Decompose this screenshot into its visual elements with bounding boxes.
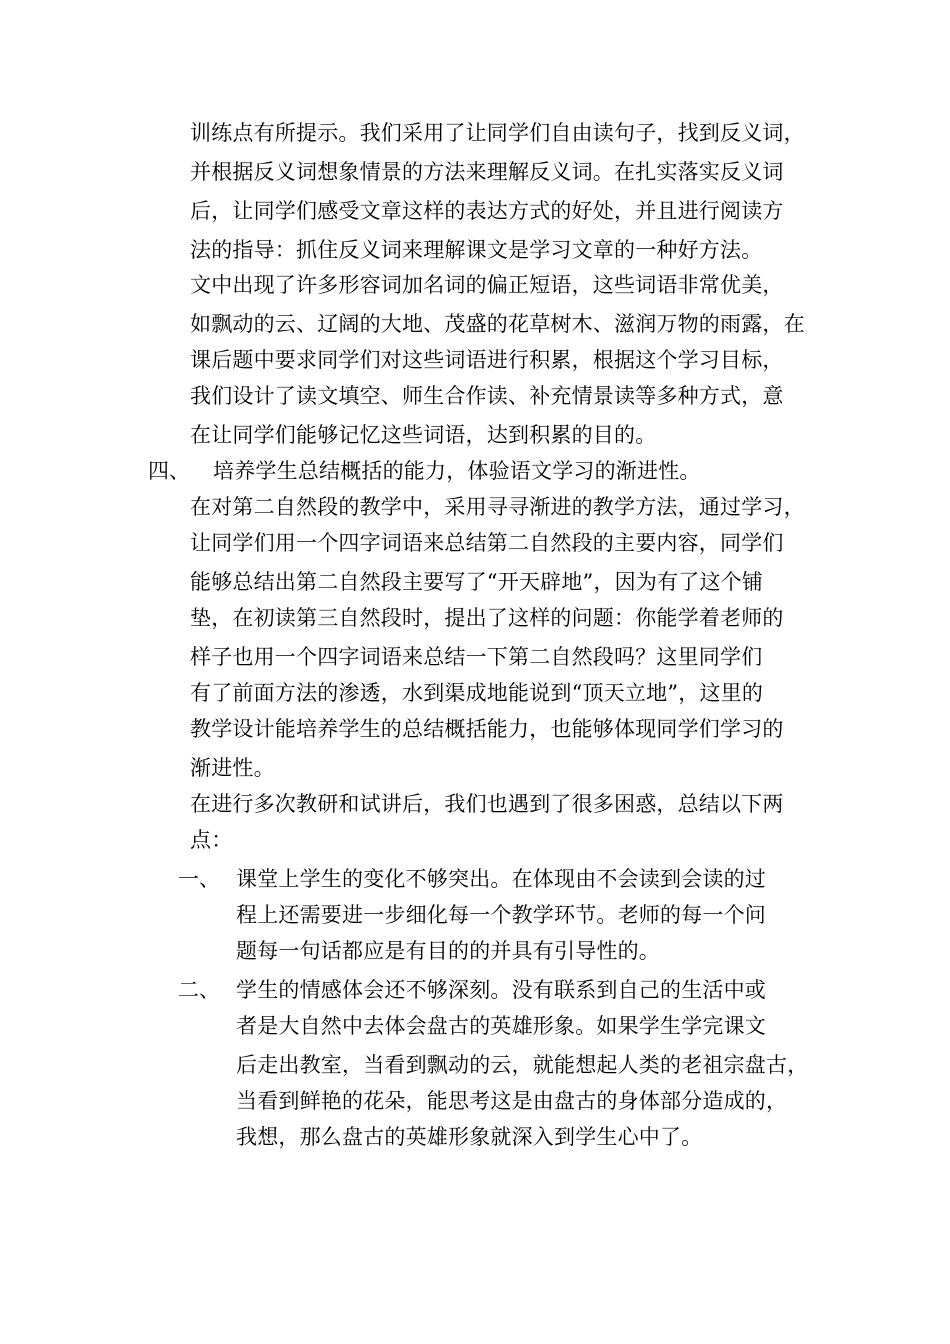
para1-line-4: 法的指导：抓住反义词来理解课文是学习文章的一种好方法。 bbox=[190, 238, 763, 262]
para3-line-7: 教学设计能培养学生的总结概括能力，也能够体现同学们学习的 bbox=[190, 717, 784, 741]
para3-line-6: 有了前面方法的渗透，水到渠成地能说到“顶天立地”，这里的 bbox=[190, 681, 764, 705]
para3-line-8: 渐进性。 bbox=[190, 756, 275, 780]
item1-line-3: 题每一句话都应是有目的的并具有引导性的。 bbox=[236, 939, 660, 963]
para2-line-2: 如飘动的云、辽阔的大地、茂盛的花草树木、滋润万物的雨露，在 bbox=[190, 312, 805, 336]
para2-line-1: 文中出现了许多形容词加名词的偏正短语，这些词语非常优美， bbox=[190, 273, 784, 297]
para1-line-3: 后，让同学们感受文章这样的表达方式的好处，并且进行阅读方 bbox=[190, 199, 784, 223]
para3-line-2: 让同学们用一个四字词语来总结第二自然段的主要内容，同学们 bbox=[190, 531, 784, 555]
section-heading: 培养学生总结概括的能力，体验语文学习的渐进性。 bbox=[213, 459, 701, 483]
para1-line-2: 并根据反义词想象情景的方法来理解反义词。在扎实落实反义词 bbox=[190, 160, 784, 184]
para2-line-5: 在让同学们能够记忆这些词语，达到积累的目的。 bbox=[190, 423, 657, 447]
para3-line-1: 在对第二自然段的教学中，采用寻寻渐进的教学方法，通过学习， bbox=[190, 495, 805, 519]
item2-line-2: 者是大自然中去体会盘古的英雄形象。如果学生学完课文 bbox=[236, 1014, 766, 1038]
item2-line-3: 后走出教室，当看到飘动的云，就能想起人类的老祖宗盘古， bbox=[236, 1053, 809, 1077]
item2-line-4: 当看到鲜艳的花朵，能思考这是由盘古的身体部分造成的， bbox=[236, 1089, 788, 1113]
para3-line-3: 能够总结出第二自然段主要写了“开天辟地”，因为有了这个铺 bbox=[190, 570, 764, 594]
para1-line-1: 训练点有所提示。我们采用了让同学们自由读句子，找到反义词， bbox=[190, 121, 805, 145]
item1-number: 一、 bbox=[178, 867, 220, 891]
item1-line-1: 课堂上学生的变化不够突出。在体现由不会读到会读的过 bbox=[236, 867, 766, 891]
item2-line-5: 我想，那么盘古的英雄形象就深入到学生心中了。 bbox=[236, 1125, 703, 1149]
para3-line-4: 垫，在初读第三自然段时，提出了这样的问题：你能学着老师的 bbox=[190, 606, 784, 630]
para4-line-2: 点： bbox=[190, 828, 233, 852]
section-number: 四、 bbox=[148, 459, 190, 483]
para3-line-5: 样子也用一个四字词语来总结一下第二自然段吗？这里同学们 bbox=[190, 645, 763, 669]
item2-line-1: 学生的情感体会还不够深刻。没有联系到自己的生活中或 bbox=[236, 978, 766, 1002]
para2-line-4: 我们设计了读文填空、师生合作读、补充情景读等多种方式，意 bbox=[190, 384, 784, 408]
para4-line-1: 在进行多次教研和试讲后，我们也遇到了很多困惑，总结以下两 bbox=[190, 792, 784, 816]
item2-number: 二、 bbox=[178, 978, 220, 1002]
item1-line-2: 程上还需要进一步细化每一个教学环节。老师的每一个问 bbox=[236, 903, 766, 927]
para2-line-3: 课后题中要求同学们对这些词语进行积累，根据这个学习目标， bbox=[190, 348, 784, 372]
